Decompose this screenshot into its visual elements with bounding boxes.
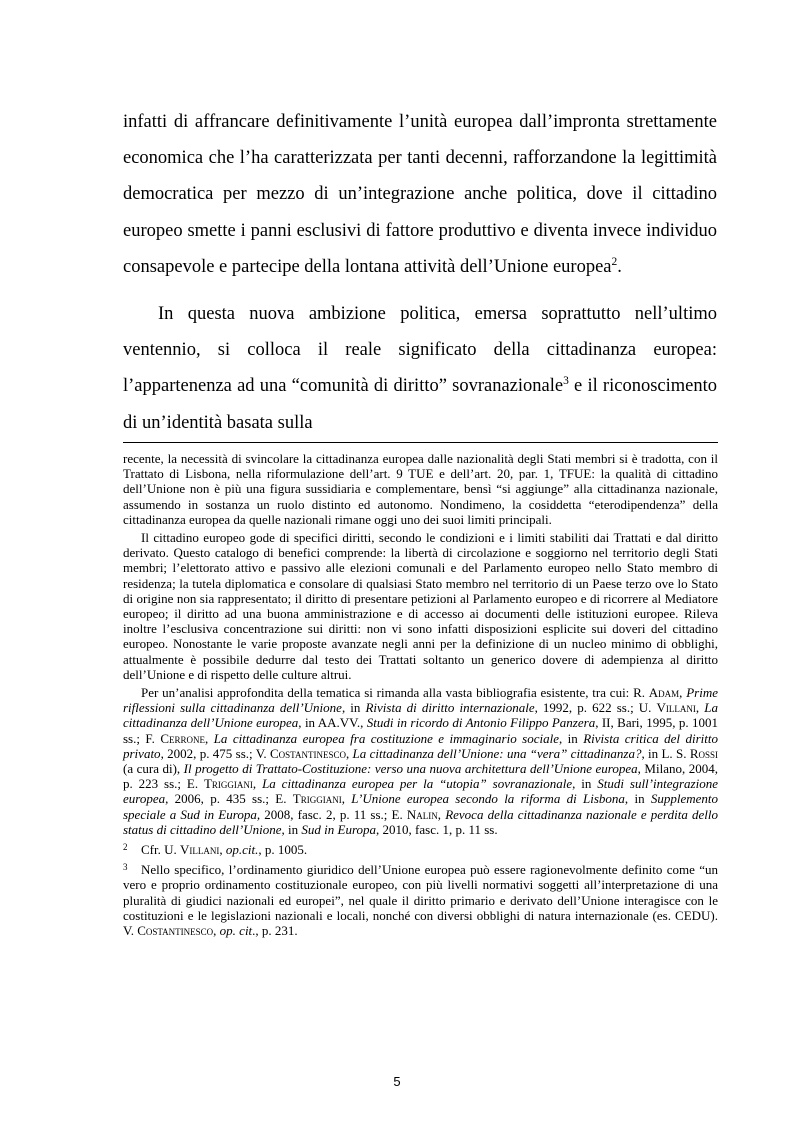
footnote-2-author: Villani bbox=[180, 842, 220, 858]
biblio-author: Rossi bbox=[689, 745, 719, 761]
biblio-journal: Rivista critica del diritto privato bbox=[123, 730, 718, 761]
footnote-2 bbox=[123, 840, 718, 857]
paragraph-1 bbox=[123, 104, 717, 285]
footnote-ref-2[interactable]: 2 bbox=[611, 255, 618, 268]
footnotes bbox=[123, 451, 718, 938]
biblio-author: Cerrone bbox=[160, 730, 205, 746]
footnote-3-text: Nello specifico, l’ordinamento giuridico dell’Unione europea può essere ragionevolmente definito come “un vero e proprio ordinamento costituzionale europeo, con più livelli normativi soggetti all’interpretazione di una pluralità di giudici nazionali ed europei”, nel quale il diritto primario e derivato dell’Unione interagisce con le costituzioni e le legislazioni nazionali e locali, nonché con diversi obblighi di natura internazionale (es. CEDU). V. bbox=[123, 862, 718, 939]
biblio-journal: Sud in Europa bbox=[301, 821, 377, 837]
biblio-intro: Per un’analisi approfondita della tematica si rimanda alla vasta bibliografia esistente, tra cui: R. bbox=[141, 685, 649, 701]
footnote-2-text: Cfr. U. bbox=[141, 842, 180, 858]
footnote-3-number: 3 bbox=[123, 862, 128, 873]
biblio-sep: , in AA.VV., bbox=[298, 715, 367, 731]
biblio-title: Il progetto di Trattato-Costituzione: verso una nuova architettura dell’Unione europea bbox=[183, 761, 638, 777]
footnote-2-number: 2 bbox=[123, 842, 128, 853]
paragraph-1-text: infatti di affrancare definitivamente l’unità europea dall’impronta strettamente economica che l’ha caratterizzata per tanti decenni, rafforzandone la legittimità democratica per mezzo di un’integrazione anche politica, dove il cittadino europeo smette i panni esclusivi di fattore produttivo e diventa invece individuo consapevole e partecipe della lontana attività dell’Unione europea bbox=[123, 112, 717, 277]
biblio-author: Triggiani bbox=[203, 776, 253, 792]
body-text bbox=[123, 104, 717, 441]
footnote-3-page: ., p. 231. bbox=[252, 923, 298, 939]
biblio-details: 2008, fasc. 2, p. 11 ss.; E. bbox=[260, 806, 407, 822]
footnote-3-cit: op. cit bbox=[219, 923, 253, 939]
paragraph-2-text-b: e il riconoscimento di un’identità basata sulla bbox=[123, 376, 717, 433]
biblio-author: Villani bbox=[656, 700, 696, 716]
biblio-sep: (a cura di), bbox=[123, 761, 184, 777]
footnote-ref-3[interactable]: 3 bbox=[563, 375, 569, 388]
biblio-author: Triggiani bbox=[292, 791, 342, 807]
biblio-sep: in bbox=[284, 821, 302, 837]
page-number: 5 bbox=[393, 1074, 401, 1089]
biblio-details: , 1992, p. 622 ss.; U. bbox=[534, 700, 657, 716]
footnote-3-sep: , bbox=[213, 923, 220, 939]
paragraph-2-text-a: In questa nuova ambizione politica, emersa soprattutto nell’ultimo ventennio, si colloca il reale significato della cittadinanza europea: l’appartenenza ad una “comunità di diritto” sovranazionale bbox=[123, 304, 717, 397]
biblio-details: , 2010, fasc. 1, p. 11 ss. bbox=[376, 821, 498, 837]
biblio-sep: , in bbox=[558, 730, 584, 746]
biblio-title: L’Unione europea secondo la riforma di Lisbona bbox=[351, 791, 625, 807]
biblio-sep: , in bbox=[624, 791, 651, 807]
footnote-3-author: Costantinesco bbox=[137, 923, 214, 939]
biblio-title: La cittadinanza europea per la “utopia” sovranazionale bbox=[262, 776, 573, 792]
biblio-sep: , in bbox=[572, 776, 598, 792]
biblio-journal: Rivista di diritto internazionale bbox=[365, 700, 535, 716]
biblio-journal: Studi sull’integrazione europea bbox=[123, 776, 718, 807]
footnote-bibliography: Per un’analisi approfondita della tematica si rimanda alla vasta bibliografia esistente, tra cui: R. Adam, Prime riflessioni sulla cittadinanza dell’Unione, in Rivista di diritto internazionale, 1992, p. 622 ss.; U. Villani, La cittadinanza dell’Unione europea, in AA.VV., Studi in ricordo di Antonio Filippo Panzera, II, Bari, 1995, p. 1001 ss.; F. Cerrone, La cittadinanza europea fra costituzione e immaginario sociale, in Rivista critica del diritto privato, 2002, p. 475 ss.; V. Costantinesco, La cittadinanza dell’Unione: una “vera” cittadinanza?, in L. S. Rossi (a cura di), Il progetto di Trattato-Costituzione: verso una nuova architettura dell’Unione europea, Milano, 2004, p. 223 ss.; E. Triggiani, La cittadinanza europea per la “utopia” sovranazionale, in Studi sull’integrazione europea, 2006, p. 435 ss.; E. Triggiani, L’Unione europea secondo la riforma di Lisbona, in Supplemento speciale a Sud in Europa, 2008, fasc. 2, p. 11 ss.; E. Nalin, Revoca della cittadinanza nazionale e perdita dello status di cittadino dell’Unione, in Sud in Europa, 2010, fasc. 1, p. 11 ss. bbox=[123, 685, 719, 837]
biblio-author: Adam bbox=[648, 685, 680, 701]
biblio-title: La cittadinanza dell’Unione europea bbox=[123, 700, 718, 731]
biblio-details: , 2002, p. 475 ss.; V. bbox=[160, 745, 270, 761]
footnote-3 bbox=[123, 860, 718, 938]
biblio-title: La cittadinanza dell’Unione: una “vera” cittadinanza? bbox=[352, 745, 642, 761]
biblio-sep: , in L. S. bbox=[641, 745, 690, 761]
biblio-author: Nalin bbox=[406, 806, 438, 822]
biblio-sep: , in bbox=[341, 700, 366, 716]
footnote-2-sep: , bbox=[219, 842, 226, 858]
footnote-2-cit: op.cit. bbox=[225, 842, 259, 858]
biblio-title: Revoca della cittadinanza nazionale e perdita dello status di cittadino dell’Unione, bbox=[123, 806, 718, 837]
biblio-author: Costantinesco bbox=[270, 745, 346, 761]
biblio-details: , II, Bari, 1995, p. 1001 ss.; F. bbox=[123, 715, 718, 746]
biblio-details: , Milano, 2004, p. 223 ss.; E. bbox=[123, 761, 718, 792]
footnote-rights: Il cittadino europeo gode di specifici diritti, secondo le condizioni e i limiti stabiliti dai Trattati e dal diritto derivato. Questo catalogo di benefici comprende: la libertà di circolazione e soggiorno nel territorio degli Stati membri; l’elettorato attivo e passivo alle elezioni comunali e del Parlamento europeo nello Stato membro di residenza; la tutela diplomatica e consolare di qualsiasi Stato membro nel territorio di un Paese terzo ove lo Stato di origine non sia rappresentato; il diritto di presentare petizioni al Parlamento europeo e di ricorrere al Mediatore europeo; il diritto ad una buona amministrazione e di accesso ai documenti delle istituzioni europee. Rileva inoltre l’esclusiva concentrazione sui diritti: non vi sono infatti disposizioni esplicite sui doveri del cittadino europeo. Nonostante le varie proposte avanzate negli anni per la definizione di un nucleo minimo di obblighi, attualmente è possibile dedurre dal testo dei Trattati soltanto un generico dovere di adempienza al diritto dell’Unione e di rispetto delle culture altrui. bbox=[123, 530, 718, 682]
biblio-title: La cittadinanza europea fra costituzione e immaginario sociale bbox=[213, 730, 559, 746]
biblio-details: , 2006, p. 435 ss.; E. bbox=[165, 791, 293, 807]
biblio-journal: Supplemento speciale a Sud in Europa, bbox=[123, 791, 719, 822]
paragraph-2 bbox=[123, 296, 717, 441]
biblio-journal: Studi in ricordo di Antonio Filippo Panzera bbox=[366, 715, 596, 731]
footnote-separator bbox=[123, 442, 718, 443]
footnote-continuation: recente, la necessità di svincolare la cittadinanza europea dalle nazionalità degli Stati membri si è tradotta, con il Trattato di Lisbona, nella riformulazione dell’art. 9 TUE e dell’art. 20, par. 1, TFUE: la qualità di cittadino dell’Unione non è più una figura sussidiaria e complementare, bensì “si aggiunge” alla cittadinanza nazionale, assumendo in sostanza un ruolo distinto ed autonomo. Nondimeno, la cosiddetta “eterodipendenza” della cittadinanza europea da quelle nazionali rimane oggi uno dei suoi limiti principali. bbox=[123, 451, 718, 527]
biblio-title: Prime riflessioni sulla cittadinanza dell’Unione bbox=[123, 685, 718, 716]
paragraph-1-end: . bbox=[617, 256, 622, 277]
footnote-2-page: , p. 1005. bbox=[258, 842, 308, 858]
